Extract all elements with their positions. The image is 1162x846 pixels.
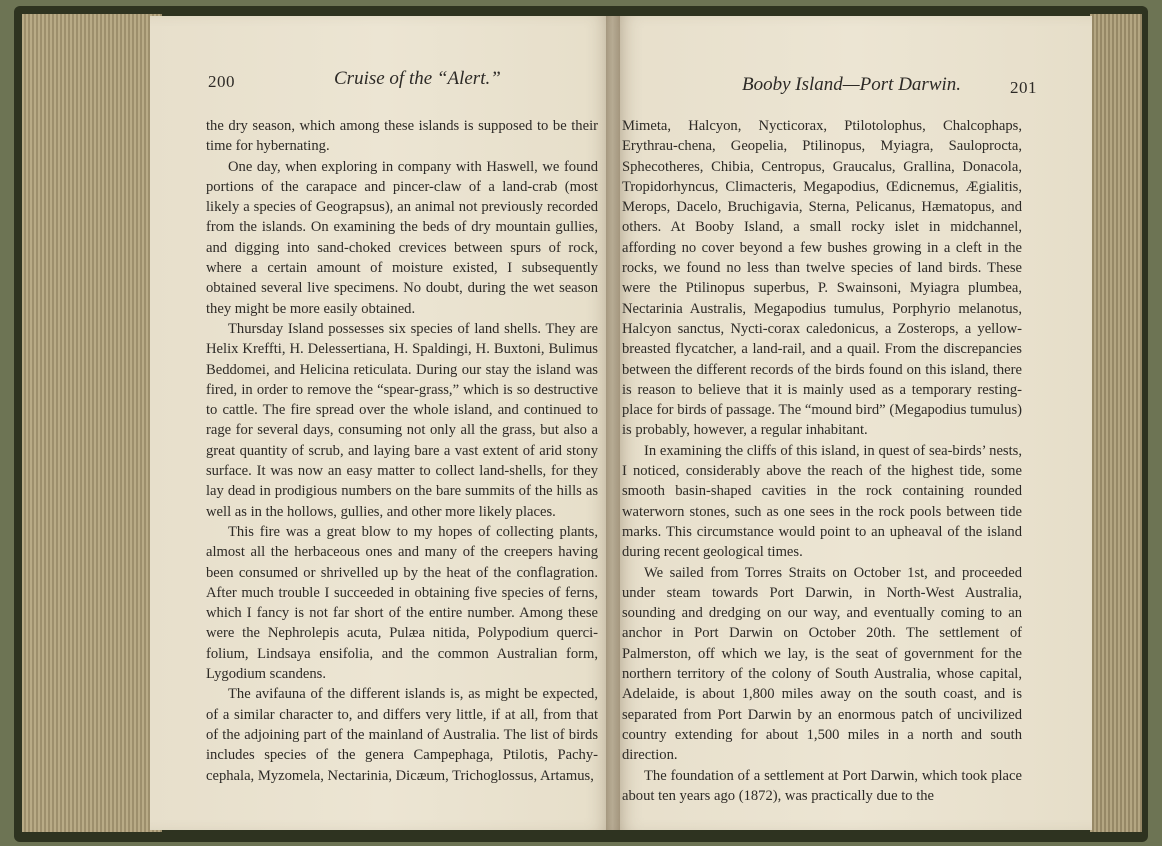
page-number-left: 200 bbox=[208, 72, 235, 91]
book-gutter bbox=[606, 16, 620, 830]
running-head-title-left: Cruise of the “Alert.” bbox=[334, 68, 501, 89]
paragraph: We sailed from Torres Straits on October 1st, and proceeded under steam towards Port Darwin, in North-West Australia, sounding and dredging on our way, and eventually coming to an anchor in Port Darwin on October 20th. The settlement of Palmerston, off which we lay, is the seat of government for the northern territory of the colony of South Australia, whose capital, Adelaide, is about 1,800 miles away on the south coast, and is separated from Port Darwin by an enormous patch of uncivilized country extending for about 1,500 miles in a north and south direction. bbox=[622, 564, 1022, 764]
paragraph: The avifauna of the different islands is, as might be expected, of a similar character to, and differs very little, if at all, from that of the adjoining part of the mainland of Australia. The list of birds includes species of the genera Campephaga, Ptilotis, Pachy-cephala, Myzomela, Nectarinia, Dicæum, Trichoglossus, Artamus, bbox=[206, 686, 598, 784]
paragraph: The foundation of a settlement at Port Darwin, which took place about ten years ago (1872), was practically due to the bbox=[622, 767, 1022, 804]
paragraph: Thursday Island possesses six species of land shells. They are Helix Kreffti, H. Delessertiana, H. Spaldingi, H. Buxtoni, Bulimus Beddomei, and Helicina reticulata. During our stay the island was fired, in order to remove the “spear-grass,” which is so destructive to cattle. The fire spread over the whole island, and continued to rage for several days, consuming not only all the grass, but also a great quantity of scrub, and laying bare a vast extent of arid stony surface. It was now an easy matter to collect land-shells, for they lay dead in prodigious numbers on the bare summits of the hills as well as in the hollows, gullies, and other more likely places. bbox=[206, 320, 598, 520]
page-edges-left bbox=[22, 14, 162, 832]
running-head-title-right: Booby Island—Port Darwin. bbox=[742, 74, 962, 95]
running-head-right bbox=[614, 68, 1092, 98]
paragraph: Mimeta, Halcyon, Nycticorax, Ptilotolophus, Chalcophaps, Erythrau-chena, Geopelia, Ptilinopus, Myiagra, Sauloprocta, Sphecotheres, Chibia, Centropus, Graucalus, Grallina, Donacola, Tropidorhyncus, Climacteris, Megapodius, Œdicnemus, Ægialitis, Merops, Dacelo, Bruchigavia, Sterna, Pelicanus, Hæmatopus, and others. At Booby Island, a small rocky islet in midchannel, affording no cover beyond a few bushes growing in a cleft in the rocks, we found no less than twelve species of land birds. These were the Ptilinopus superbus, P. Swainsoni, Myiagra plumbea, Nectarinia Australis, Megapodius tumulus, Porphyrio melanotus, Halcyon sanctus, Nycti-corax caledonicus, a Zosterops, a yellow-breasted flycatcher, a land-rail, and a quail. From the discrepancies between the different records of the birds found on this island, there is reason to believe that it is mainly used as a temporary resting-place for birds of passage. The “mound bird” (Megapodius tumulus) is probably, however, a regular inhabitant. bbox=[622, 118, 1022, 439]
left-page bbox=[150, 16, 614, 830]
right-page bbox=[614, 16, 1092, 830]
paragraph: This fire was a great blow to my hopes of collecting plants, almost all the herbaceous ones and many of the creepers having been consumed or shrivelled up by the heat of the conflagration. After much trouble I succeeded in obtaining five species of ferns, which I fancy is not far short of the entire number. Among these were the Nephrolepis acuta, Pulæa nitida, Polypodium querci-folium, Lindsaya ensifolia, and the common Australian form, Lygodium scandens. bbox=[206, 523, 598, 683]
page-number-right: 201 bbox=[1010, 78, 1037, 97]
paragraph: the dry season, which among these islands is supposed to be their time for hybernating. bbox=[206, 118, 598, 155]
right-page-body bbox=[622, 116, 1022, 806]
paragraph: In examining the cliffs of this island, in quest of sea-birds’ nests, I noticed, considerably above the reach of the highest tide, some smooth basin-shaped cavities in the rock containing rounded waterworn stones, such as one sees in the rock pools between tide marks. This circumstance would point to an upheaval of the island during recent geological times. bbox=[622, 442, 1022, 561]
page-edges-right bbox=[1090, 14, 1142, 832]
left-page-body bbox=[206, 116, 598, 786]
running-head-left bbox=[150, 68, 614, 98]
paragraph: One day, when exploring in company with Haswell, we found portions of the carapace and pincer-claw of a land-crab (most likely a species of Geograpsus), an animal not previously recorded from the islands. On examining the beds of dry mountain gullies, and digging into sand-choked crevices between spurs of rock, where a certain amount of moisture existed, I subsequently obtained several live specimens. No doubt, during the wet season they might be more easily obtained. bbox=[206, 158, 598, 317]
